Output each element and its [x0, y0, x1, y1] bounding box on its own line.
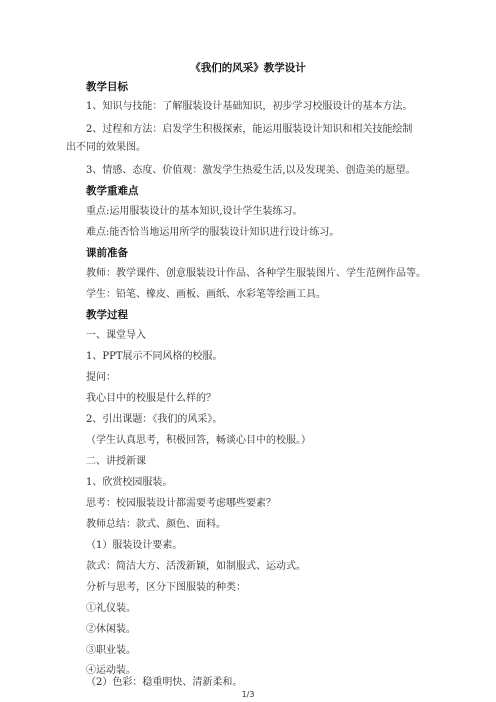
goal-knowledge-skills: 1、知识与技能：了解服装设计基础知识，初步学习校服设计的基本方法。	[86, 101, 413, 112]
goal-process-methods: 2、过程和方法：启发学生积极探索，能运用服装设计知识和相关技能绘制	[86, 124, 413, 135]
heading-teaching-process: 教学过程	[86, 309, 128, 321]
process-line: 一、课堂导入	[86, 330, 146, 341]
prep-student-text: 学生：铅笔、橡皮、画板、画纸、水彩笔等绘画工具。	[86, 289, 326, 300]
goal-process-methods-cont: 出不同的效果图。	[66, 142, 146, 153]
heading-preparation: 课前准备	[86, 247, 128, 259]
process-line: （2）色彩：稳重明快、清新柔和。	[86, 677, 243, 688]
process-line: （学生认真思考，积极回答，畅谈心目中的校服。）	[86, 435, 311, 446]
process-line: 2、引出课题：《我们的风采》。	[86, 414, 223, 425]
process-line: 思考：校园服装设计都需要考虑哪些要素？	[86, 498, 276, 509]
process-line: 提问：	[86, 372, 116, 383]
process-line: 款式：简洁大方、活泼新颖，如制服式、运动式。	[86, 561, 306, 572]
heading-key-difficulties: 教学重难点	[86, 185, 139, 197]
process-line: 1、欣赏校园服装。	[86, 477, 173, 488]
process-line: ①礼仪装。	[86, 603, 136, 614]
process-line: ③职业装。	[86, 645, 136, 656]
process-line: （1）服装设计要素。	[86, 540, 183, 551]
process-line: 1、PPT展示不同风格的校服。	[86, 351, 223, 362]
prep-teacher-text: 教师：教学课件、创意服装设计作品、各种学生服装图片、学生范例作品等。	[86, 268, 426, 279]
goal-emotion-values: 3、情感、态度、价值观：激发学生热爱生活,以及发现美、创造美的愿望。	[86, 165, 416, 176]
process-line: 二、讲授新课	[86, 456, 146, 467]
document-title: 《我们的风采》教学设计	[190, 62, 306, 74]
heading-teaching-goals: 教学目标	[86, 81, 128, 93]
process-line: ②休闲装。	[86, 624, 136, 635]
key-point-text: 重点:运用服装设计的基本知识,设计学生装练习。	[86, 206, 303, 217]
difficulty-text: 难点:能否恰当地运用所学的服装设计知识进行设计练习。	[86, 227, 340, 238]
process-line: ④运动装。	[86, 665, 136, 676]
process-line: 教师总结：款式、颜色、面料。	[86, 519, 226, 530]
page-number: 1/3	[241, 690, 255, 699]
process-line: 分析与思考，区分下图服装的种类：	[86, 582, 246, 593]
process-line: 我心目中的校服是什么样的？	[86, 393, 216, 404]
